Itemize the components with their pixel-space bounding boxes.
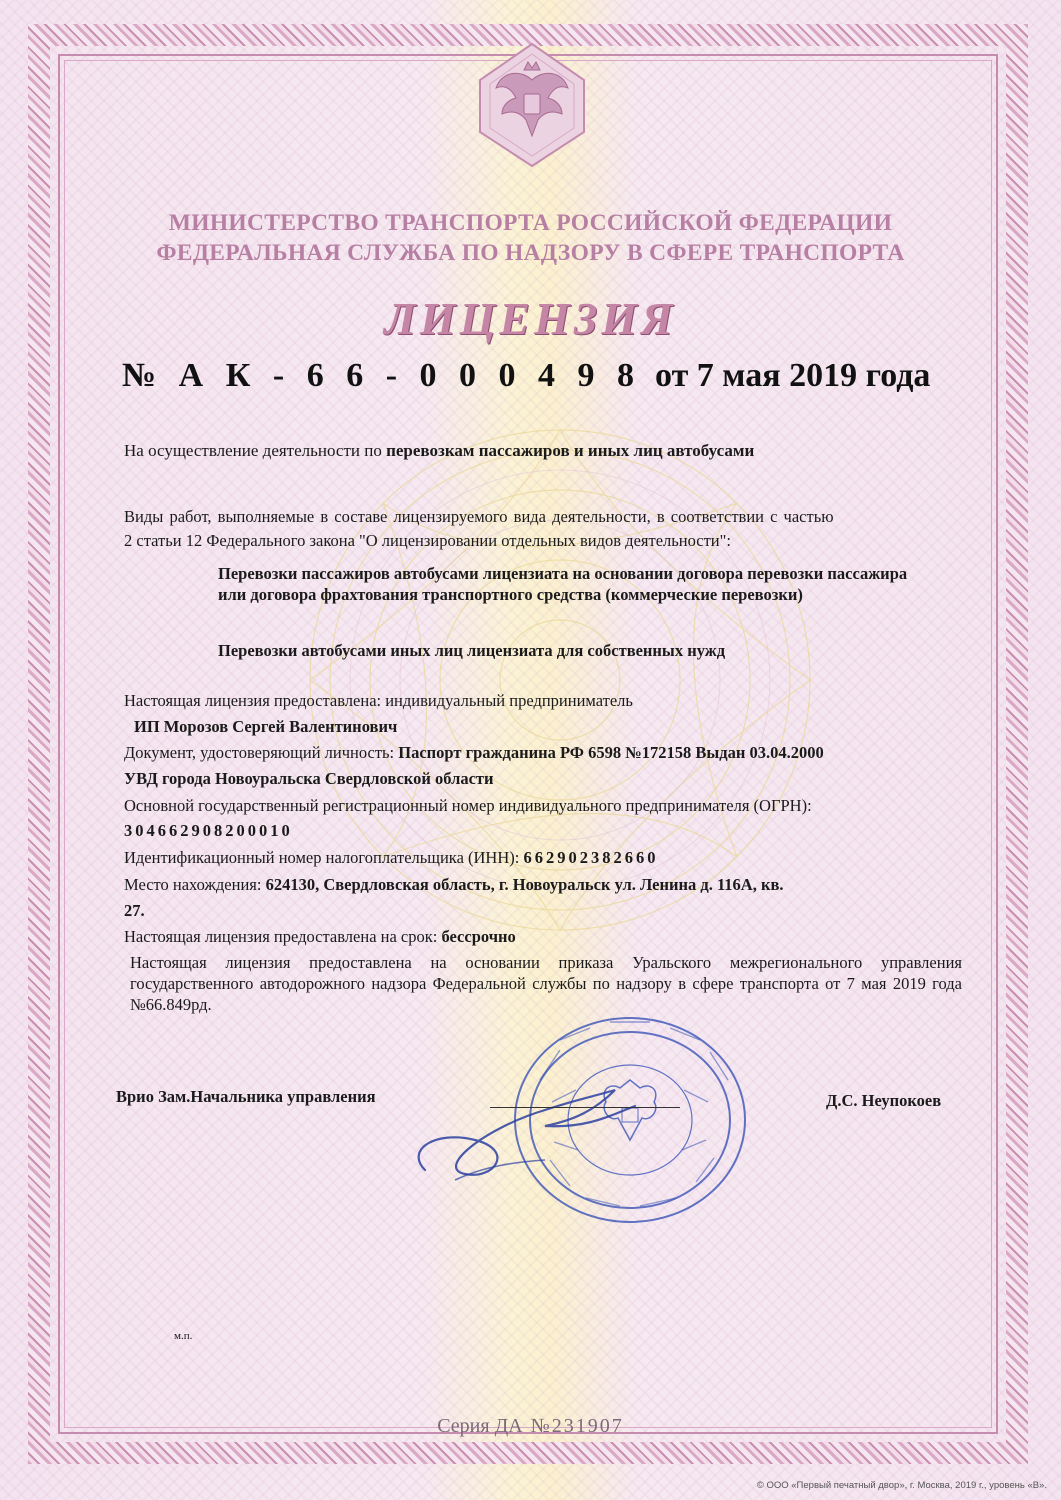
activity-line (124, 440, 754, 462)
id-document-line (124, 742, 824, 763)
id-document-issuer: УВД города Новоуральска Свердловской области (124, 769, 494, 788)
license-number: № А К - 6 6 - 0 0 0 4 9 8 (122, 357, 642, 394)
inn-label: Идентификационный номер налогоплательщика (ИНН): (124, 848, 520, 867)
inn-value: 662902382660 (523, 848, 659, 867)
handwritten-signature (395, 1070, 655, 1200)
signature-line (490, 1107, 680, 1108)
service-heading: ФЕДЕРАЛЬНАЯ СЛУЖБА ПО НАДЗОРУ В СФЕРЕ ТРАНСПОРТА (156, 240, 905, 266)
id-document-label: Документ, удостоверяющий личность: (124, 743, 395, 762)
activity-name: перевозкам пассажиров и иных лиц автобусами (386, 441, 755, 460)
printer-imprint: © ООО «Первый печатный двор», г. Москва, 2019 г., уровень «В». (756, 1480, 1047, 1491)
inn-line (124, 847, 658, 868)
ministry-heading: МИНИСТЕРСТВО ТРАНСПОРТА РОССИЙСКОЙ ФЕДЕРАЦИИ (168, 210, 893, 236)
address-continuation: 27. (124, 901, 145, 920)
work-item-2: Перевозки автобусами иных лиц лицензиата для собственных нужд (218, 641, 726, 660)
works-intro-line-1: Виды работ, выполняемые в составе лицензируемого вида деятельности, в соответствии с частью (124, 507, 834, 526)
address-value: 624130, Свердловская область, г. Новоуральск ул. Ленина д. 116А, кв. (265, 875, 784, 894)
licensee-name: ИП Морозов Сергей Валентинович (134, 717, 398, 736)
signatory-name: Д.С. Неупокоев (826, 1091, 942, 1110)
activity-prefix: На осуществление деятельности по (124, 441, 382, 460)
series-label: Серия ДА (437, 1415, 523, 1437)
ogrn-label: Основной государственный регистрационный номер индивидуального предпринимателя (ОГРН): (124, 796, 812, 815)
document-title: ЛИЦЕНЗИЯ (384, 293, 677, 344)
signatory-position: Врио Зам.Начальника управления (116, 1087, 376, 1106)
term-value: бессрочно (441, 927, 516, 946)
work-item-1: Перевозки пассажиров автобусами лицензиата на основании договора перевозки пассажира или договора фрахтования транспортного средства (коммерческие перевозки) (218, 564, 908, 605)
granted-to-label: Настоящая лицензия предоставлена: индивидуальный предприниматель (124, 691, 633, 710)
series-number: №231907 (530, 1415, 624, 1437)
term-label: Настоящая лицензия предоставлена на срок: (124, 927, 438, 946)
license-basis: Настоящая лицензия предоставлена на основании приказа Уральского межрегионального управления государственного автодорожного надзора Федеральной службы по надзору в сфере транспорта от 7 мая 2019 года №66.849рд. (130, 953, 962, 1015)
works-intro-line-2: 2 статьи 12 Федерального закона "О лицензировании отдельных видов деятельности": (124, 531, 731, 550)
form-series (0, 1415, 1061, 1438)
license-number-line (122, 357, 930, 395)
address-line (124, 874, 784, 895)
coat-of-arms-emblem (472, 40, 592, 170)
license-date: от 7 мая 2019 года (655, 357, 931, 394)
address-label: Место нахождения: (124, 875, 262, 894)
id-document-value: Паспорт гражданина РФ 6598 №172158 Выдан 03.04.2000 (398, 743, 824, 762)
ogrn-value: 304662908200010 (124, 821, 293, 840)
seal-place-mark: м.п. (174, 1330, 193, 1342)
term-line (124, 926, 516, 947)
